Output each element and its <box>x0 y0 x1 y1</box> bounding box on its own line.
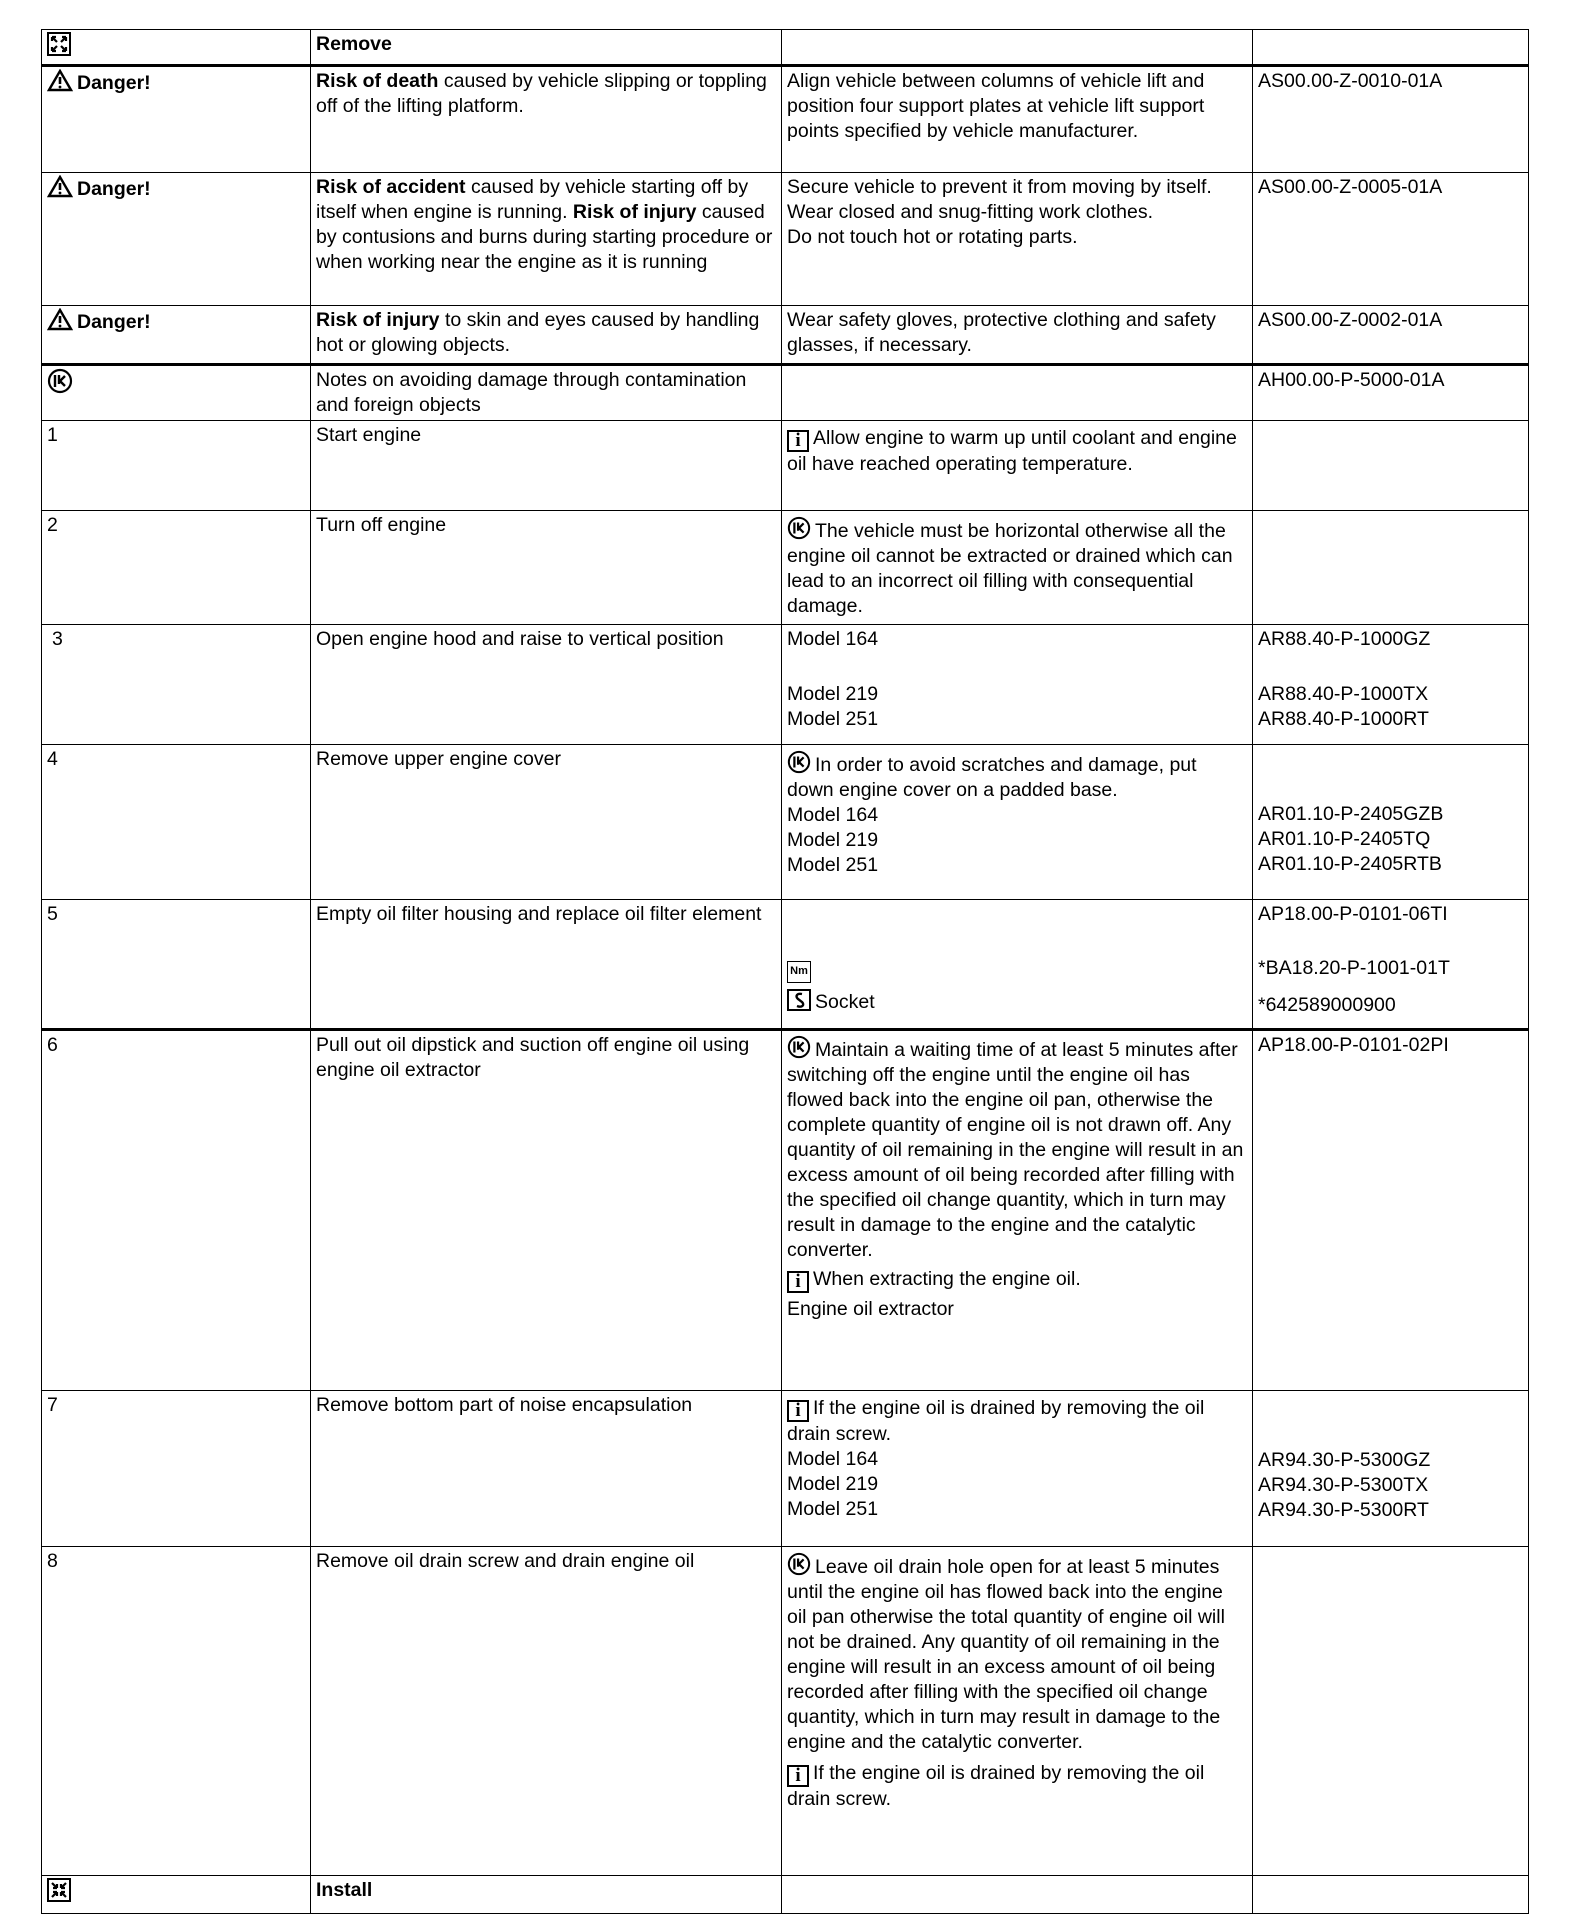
info-icon: i <box>787 1400 809 1422</box>
step-text: Start engine <box>311 421 782 511</box>
step-row-5 <box>42 900 1529 1030</box>
reference-code: AR88.40-P-1000GZ <box>1258 628 1431 650</box>
model-label: Model 251 <box>787 708 879 730</box>
step-number: 1 <box>42 421 311 511</box>
reference-code: AP18.00-P-0101-06TI <box>1258 903 1448 925</box>
step-note: In order to avoid scratches and damage, put down engine cover on a padded base. <box>787 754 1197 801</box>
info-icon: i <box>787 430 809 452</box>
step-text: Pull out oil dipstick and suction off engine oil using engine oil extractor <box>311 1030 782 1391</box>
action-text: Align vehicle between columns of vehicle lift and position four support plates at vehicle lift support points specified by vehicle manufacturer. <box>782 66 1253 173</box>
model-label: Model 164 <box>787 628 879 650</box>
caution-circle-icon <box>47 368 73 394</box>
reference-code: AR88.40-P-1000TX <box>1258 683 1429 705</box>
step-row-8 <box>42 1547 1529 1876</box>
remove-heading: Remove <box>316 33 392 55</box>
action-line: Wear closed and snug-fitting work clothes. <box>787 201 1153 223</box>
caution-circle-icon <box>787 1552 811 1576</box>
step-row-6 <box>42 1030 1529 1391</box>
caution-circle-icon <box>787 750 811 774</box>
model-label: Model 219 <box>787 683 879 705</box>
model-label: Model 164 <box>787 804 879 826</box>
risk-title-2: Risk of injury <box>572 201 697 223</box>
danger-row-1 <box>42 66 1529 173</box>
action-line: Secure vehicle to prevent it from moving by itself. <box>787 176 1212 198</box>
info-note: If the engine oil is drained by removing the oil drain screw. <box>787 1762 1205 1810</box>
step-note: Maintain a waiting time of at least 5 minutes after switching off the engine until the engine oil has flowed back into the engine oil pan, otherwise the complete quantity of engine oil is not drawn off. Any quantity of oil remaining in the engine will result in an excess amount of oil being recorded after filling with the specified oil change quantity, which in turn may result in damage to the engine and the catalytic converter. <box>787 1039 1244 1261</box>
tool-label: Engine oil extractor <box>787 1298 954 1320</box>
risk-text: caused by vehicle starting off by itself when engine is running. <box>316 176 749 223</box>
reference-code: *642589000900 <box>1258 994 1396 1016</box>
info-icon: i <box>787 1271 809 1293</box>
reference-code: AH00.00-P-5000-01A <box>1253 365 1529 421</box>
danger-row-3 <box>42 306 1529 365</box>
step-row-4 <box>42 745 1529 900</box>
model-label: Model 164 <box>787 1448 879 1470</box>
reference-code: AR01.10-P-2405RTB <box>1258 853 1442 875</box>
risk-text-2: caused by contusions and burns during starting procedure or when working near the engine as it is running <box>316 201 773 273</box>
action-line: Do not touch hot or rotating parts. <box>787 226 1078 248</box>
procedure-table <box>41 29 1529 1914</box>
reference-code: AR01.10-P-2405TQ <box>1258 828 1431 850</box>
step-number: 8 <box>42 1547 311 1876</box>
step-text: Open engine hood and raise to vertical position <box>311 625 782 745</box>
step-text: Turn off engine <box>311 511 782 625</box>
reference-code: AS00.00-Z-0002-01A <box>1253 306 1529 365</box>
reference-code: AS00.00-Z-0005-01A <box>1253 173 1529 306</box>
warning-triangle-icon <box>47 308 73 331</box>
step-row-2 <box>42 511 1529 625</box>
install-header-row <box>42 1876 1529 1914</box>
info-note: When extracting the engine oil. <box>813 1268 1081 1290</box>
step-note: The vehicle must be horizontal otherwise all the engine oil cannot be extracted or drained which can lead to an incorrect oil filling with consequential damage. <box>787 520 1233 617</box>
section-arrows-icon <box>47 1878 71 1902</box>
step-number: 2 <box>42 511 311 625</box>
section-arrows-icon <box>47 32 71 56</box>
risk-title: Risk of injury <box>316 309 440 331</box>
socket-label: Socket <box>815 991 875 1013</box>
reference-code: *BA18.20-P-1001-01T <box>1258 957 1450 979</box>
reference-code: AP18.00-P-0101-02PI <box>1253 1030 1529 1391</box>
info-icon: i <box>787 1765 809 1787</box>
action-text: Wear safety gloves, protective clothing and safety glasses, if necessary. <box>782 306 1253 365</box>
step-number: 7 <box>42 1391 311 1547</box>
step-row-3 <box>42 625 1529 745</box>
danger-row-2 <box>42 173 1529 306</box>
reference-code: AS00.00-Z-0010-01A <box>1253 66 1529 173</box>
step-note: If the engine oil is drained by removing the oil drain screw. <box>787 1397 1205 1445</box>
reference-code: AR94.30-P-5300TX <box>1258 1474 1429 1496</box>
risk-title: Risk of death <box>316 70 439 92</box>
risk-text: to skin and eyes caused by handling hot or glowing objects. <box>316 309 760 356</box>
risk-title: Risk of accident <box>316 176 466 198</box>
step-row-1 <box>42 421 1529 511</box>
reference-code: AR94.30-P-5300GZ <box>1258 1449 1431 1471</box>
remove-header-row <box>42 30 1529 66</box>
torque-nm-icon: Nm <box>787 961 811 983</box>
step-number: 6 <box>42 1030 311 1391</box>
danger-label: Danger! <box>77 311 151 333</box>
warning-triangle-icon <box>47 175 73 198</box>
special-tool-icon <box>787 989 811 1011</box>
step-row-7 <box>42 1391 1529 1547</box>
danger-label: Danger! <box>77 72 151 94</box>
warning-triangle-icon <box>47 69 73 92</box>
step-note: Leave oil drain hole open for at least 5 minutes until the engine oil has flowed back into the engine oil pan otherwise the total quantity of engine oil will not be drained. Any quantity of oil remaining in the engine will result in an excess amount of oil being recorded after filling with the specified oil change quantity, which in turn may result in damage to the engine and the catalytic converter. <box>787 1556 1225 1753</box>
risk-text: caused by vehicle slipping or toppling off of the lifting platform. <box>316 70 767 117</box>
reference-code: AR94.30-P-5300RT <box>1258 1499 1429 1521</box>
step-text: Remove bottom part of noise encapsulation <box>311 1391 782 1547</box>
step-note: Allow engine to warm up until coolant and engine oil have reached operating temperature. <box>787 427 1237 475</box>
notes-row <box>42 365 1529 421</box>
danger-label: Danger! <box>77 178 151 200</box>
model-label: Model 219 <box>787 1473 879 1495</box>
model-label: Model 251 <box>787 854 879 876</box>
model-label: Model 251 <box>787 1498 879 1520</box>
step-text: Empty oil filter housing and replace oil filter element <box>311 900 782 1030</box>
step-number: 4 <box>42 745 311 900</box>
step-text: Remove upper engine cover <box>311 745 782 900</box>
install-heading: Install <box>316 1879 373 1901</box>
model-label: Model 219 <box>787 829 879 851</box>
step-text: Remove oil drain screw and drain engine oil <box>311 1547 782 1876</box>
reference-code: AR88.40-P-1000RT <box>1258 708 1429 730</box>
step-number: 3 <box>42 625 311 745</box>
caution-circle-icon <box>787 1035 811 1059</box>
notes-text: Notes on avoiding damage through contamination and foreign objects <box>311 365 782 421</box>
caution-circle-icon <box>787 516 811 540</box>
reference-code: AR01.10-P-2405GZB <box>1258 803 1444 825</box>
step-number: 5 <box>42 900 311 1030</box>
